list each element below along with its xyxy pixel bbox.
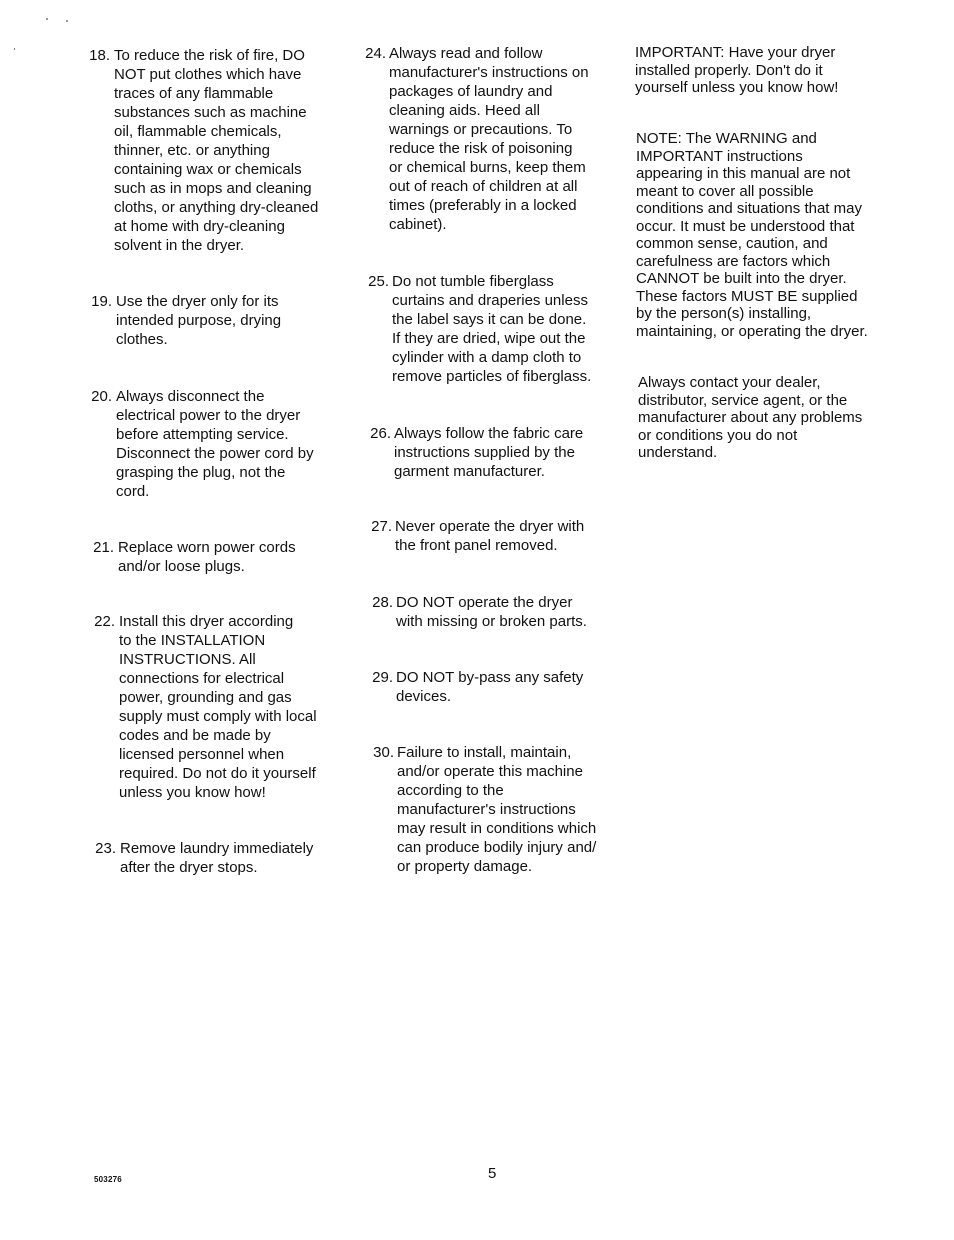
item-number: 23. — [95, 840, 116, 857]
item-number: 27. — [371, 518, 392, 535]
item-number: 20. — [91, 388, 112, 405]
item-number: 25. — [368, 273, 389, 290]
important-note: IMPORTANT: Have your dryer installed properly. Don't do it yourself unless you know how! — [635, 44, 839, 96]
item-text: DO NOT operate the dryer with missing or broken parts. — [396, 594, 587, 630]
item-number: 28. — [372, 594, 393, 611]
item-text: Remove laundry immediately after the dryer stops. — [120, 840, 314, 876]
item-text: Failure to install, maintain, and/or operate this machine according to the manufacturer's instructions may result in conditions which can produce bodily injury and/ or property damage. — [397, 744, 597, 875]
item-text: Use the dryer only for its intended purpose, drying clothes. — [116, 293, 282, 348]
item-number: 21. — [93, 539, 114, 556]
item-text: Replace worn power cords and/or loose plugs. — [118, 539, 296, 575]
item-text: Never operate the dryer with the front panel removed. — [395, 518, 585, 554]
scan-speck — [46, 18, 48, 20]
item-text: Always read and follow manufacturer's instructions on packages of laundry and cleaning aids. Heed all warnings or precautions. To reduce the risk of poisoning or chemical burns, keep them out of reach of children at all times (preferably in a locked cabinet). — [389, 45, 589, 233]
item-number: 26. — [370, 425, 391, 442]
item-text: To reduce the risk of fire, DO NOT put clothes which have traces of any flammable substances such as machine oil, flammable chemicals, thinner, etc. or anything containing wax or chemicals such as in mops and cleaning cloths, or anything dry-cleaned at home with dry-cleaning solvent in the dryer. — [114, 47, 319, 254]
item-text: Do not tumble fiberglass curtains and draperies unless the label says it can be done. If they are dried, wipe out the cylinder with a damp cloth to remove particles of fiberglass. — [392, 273, 592, 385]
page-number: 5 — [488, 1165, 497, 1182]
item-number: 29. — [372, 669, 393, 686]
item-number: 30. — [373, 744, 394, 761]
item-number: 22. — [94, 613, 115, 630]
document-code: 503276 — [94, 1175, 122, 1184]
scan-speck — [14, 48, 15, 50]
item-text: DO NOT by-pass any safety devices. — [396, 669, 584, 705]
item-text: Install this dryer according to the INSTALLATION INSTRUCTIONS. All connections for electrical power, grounding and gas supply must comply with local codes and be made by licensed personnel when required. Do not do it yourself unless you know how! — [119, 613, 317, 801]
item-number: 19. — [91, 293, 112, 310]
warning-note: NOTE: The WARNING and IMPORTANT instructions appearing in this manual are not meant to cover all possible conditions and situations that may occur. It must be understood that common sense, caution, and carefulness are factors which CANNOT be built into the dryer. These factors MUST BE supplied by the person(s) installing, maintaining, or operating the dryer. — [636, 130, 868, 340]
item-text: Always follow the fabric care instructions supplied by the garment manufacturer. — [394, 425, 584, 480]
contact-note: Always contact your dealer, distributor, service agent, or the manufacturer about any problems or conditions you do not understand. — [638, 374, 863, 461]
item-number: 24. — [365, 45, 386, 62]
item-text: Always disconnect the electrical power to the dryer before attempting service. Disconnect the power cord by grasping the plug, not the cord. — [116, 388, 314, 500]
item-number: 18. — [89, 47, 110, 64]
scan-speck — [66, 20, 68, 22]
